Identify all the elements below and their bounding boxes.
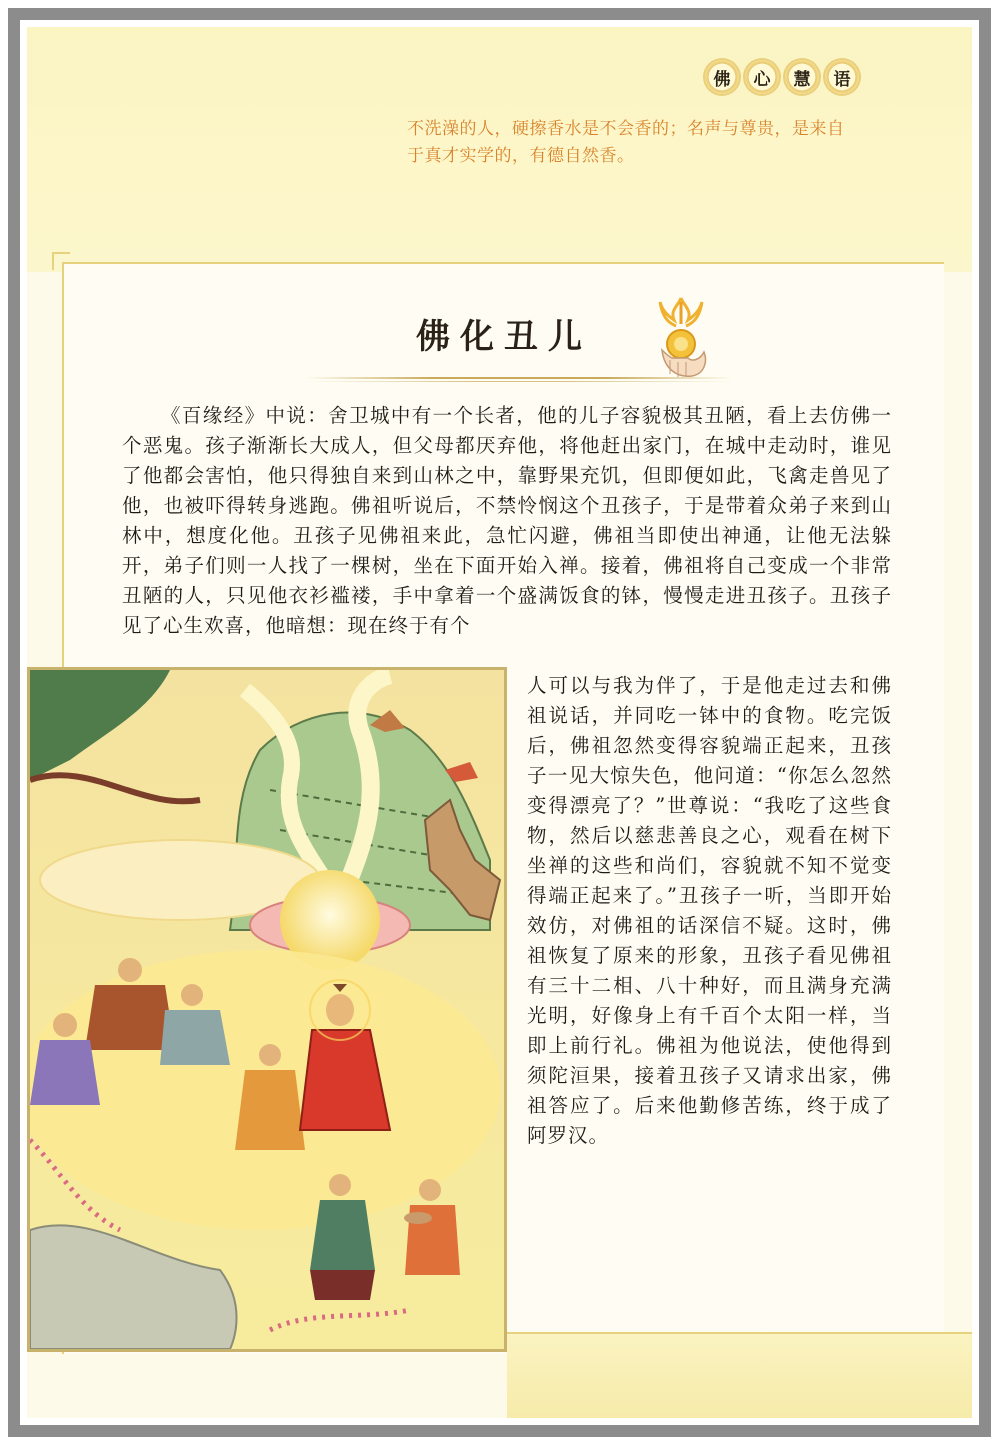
section-tag-char: 佛 — [705, 60, 739, 94]
buddhist-painting-illustration — [27, 667, 507, 1352]
section-tag — [705, 60, 859, 94]
footer-band — [507, 1332, 972, 1418]
section-tag-char: 语 — [825, 60, 859, 94]
lotus-hand-emblem-icon — [648, 294, 714, 382]
section-tag-char: 心 — [745, 60, 779, 94]
book-page — [27, 27, 972, 1418]
article-body: 《百缘经》中说：舍卫城中有一个长者，他的儿子容貌极其丑陋，看上去仿佛一个恶鬼。孩子渐渐长大成人，但父母都厌弃他，将他赶出家门，在城中走动时，谁见了他都会害怕，他只得独自来到山林之中，靠野果充饥，但即便如此，飞禽走兽见了他，也被吓得转身逃跑。佛祖听说后，不禁怜悯这个丑孩子，于是带着众弟子来到山林中，想度化他。丑孩子见佛祖来此，急忙闪避，佛祖当即使出神通，让他无法躲开，弟子们则一人找了一棵树，坐在下面开始入禅。接着，佛祖将自己变成一个非常丑陋的人，只见他衣衫褴褛，手中拿着一个盛满饭食的钵，慢慢走进丑孩子。丑孩子见了心生欢喜，他暗想：现在终于有个 — [122, 404, 892, 637]
wisdom-quote: 不洗澡的人，硬擦香水是不会香的；名声与尊贵，是来自于真才实学的，有德自然香。 — [407, 119, 845, 166]
painting-artwork — [30, 670, 504, 1349]
section-tag-char: 慧 — [785, 60, 819, 94]
article-title: 佛化丑儿 — [416, 317, 592, 357]
header-band — [27, 27, 972, 272]
title-divider — [304, 377, 734, 379]
article-body-continued: 人可以与我为伴了，于是他走过去和佛祖说话，并同吃一钵中的食物。吃完饭后，佛祖忽然变得容貌端正起来，丑孩子一见大惊失色，他问道：“你怎么忽然变得漂亮了？”世尊说：“我吃了这些食物，然后以慈悲善良之心，观看在树下坐禅的这些和尚们，容貌就不知不觉变得端正起来了。”丑孩子一听，当即开始效仿，对佛祖的话深信不疑。这时，佛祖恢复了原来的形象，丑孩子看见佛祖有三十二相、八十种好，而且满身充满光明，好像身上有千百个太阳一样，当即上前行礼。佛祖为他说法，使他得到须陀洹果，接着丑孩子又请求出家，佛祖答应了。后来他勤修苦练，终于成了阿罗汉。 — [527, 674, 892, 1147]
